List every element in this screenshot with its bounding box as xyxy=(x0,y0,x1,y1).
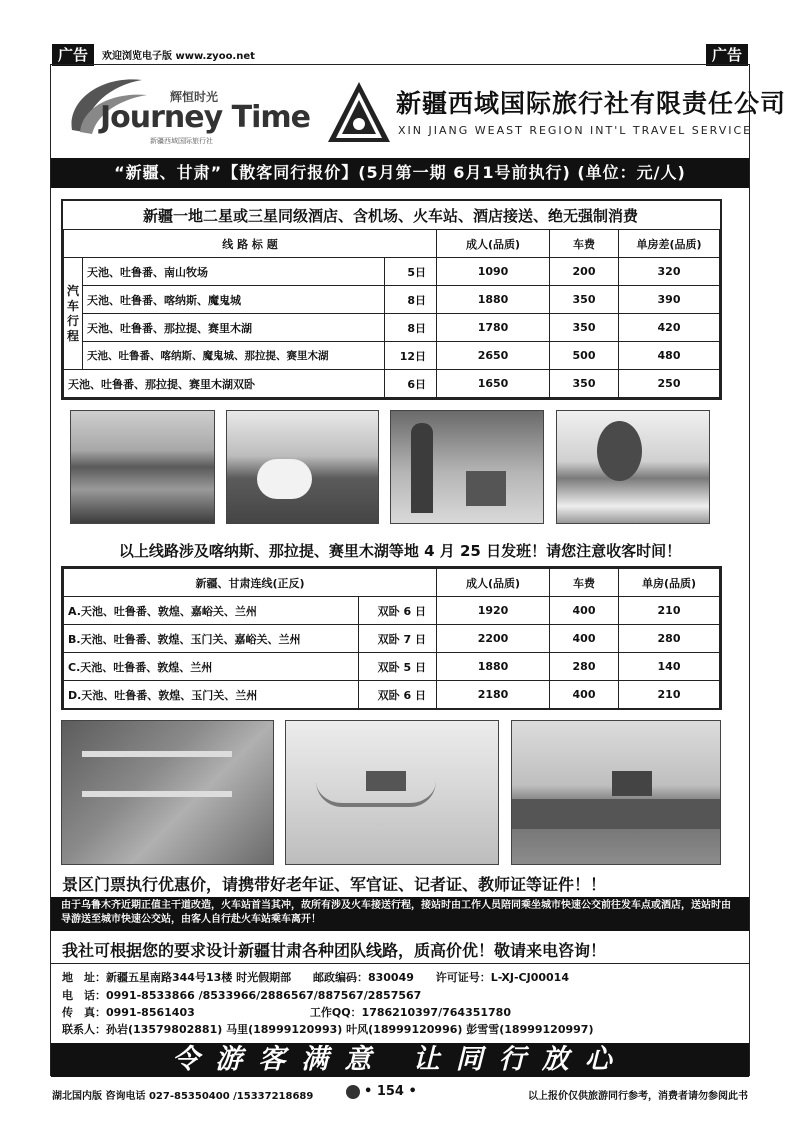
adult-price: 1880 xyxy=(437,286,550,314)
route-cell: B.天池、吐鲁番、敦煌、玉门关、嘉峪关、兰州 xyxy=(64,625,359,653)
divider xyxy=(51,963,749,964)
site-text: 欢迎浏览电子版 www.zyoo.net xyxy=(102,51,255,62)
license-label: 许可证号： xyxy=(435,971,491,984)
car-price: 350 xyxy=(550,370,619,398)
col-car: 车费 xyxy=(550,569,619,597)
slogan-bar: 令游客满意 让同行放心 xyxy=(51,1043,749,1077)
qq-label: 工作QQ： xyxy=(309,1006,362,1019)
table-row xyxy=(64,314,720,342)
footer-left: 湖北国内版 咨询电话 027-85350400 /15337218689 xyxy=(52,1091,314,1102)
col-single: 单房(品质) xyxy=(619,569,720,597)
photo-pass-fortress xyxy=(511,720,721,865)
mountain-logo-icon xyxy=(326,80,392,144)
car-price: 350 xyxy=(550,314,619,342)
days-cell: 5日 xyxy=(385,258,437,286)
col-route: 新疆、甘肃连线(正反) xyxy=(64,569,437,597)
postcode-value: 830049 xyxy=(367,971,414,984)
logo-cn: 辉恒时光 xyxy=(170,90,219,104)
photo-grottoes-cliff xyxy=(61,720,274,865)
headline-bar: “新疆、甘肃”【散客同行报价】(5月第一期 6月1号前执行) (单位：元/人) xyxy=(51,158,749,188)
phone-value: 0991-8533866 /8533966/2886567/887567/2857567 xyxy=(106,989,422,1002)
adult-price: 2180 xyxy=(437,681,550,709)
xinjiang-title: 新疆一地二星或三星同级酒店、含机场、火车站、酒店接送、绝无强制消费 xyxy=(142,207,638,225)
gansu-table xyxy=(63,568,720,709)
page-number xyxy=(346,1084,417,1099)
transport-notice: 由于乌鲁木齐近期正值主干道改造，火车站首当其冲，故所有涉及火车接送行程，接站时由工作人员陪同乘坐城市快速公交前往发车点或酒店，送站时由导游送至城市快速公交站，由客人自行赴火车站乘车离开！ xyxy=(51,897,749,931)
group-label: 汽车行程 xyxy=(64,258,83,370)
car-price: 400 xyxy=(550,625,619,653)
single-price: 210 xyxy=(619,681,720,709)
table-row xyxy=(64,681,720,709)
xinjiang-table xyxy=(63,229,720,398)
car-price: 500 xyxy=(550,342,619,370)
custom-notice: 我社可根据您的要求设计新疆甘肃各种团队线路，质高价优！敬请来电咨询！ xyxy=(62,941,607,960)
route-cell: 天池、吐鲁番、喀纳斯、魔鬼城 xyxy=(83,286,385,314)
col-car: 车费 xyxy=(550,230,619,258)
logo-sub: 新疆西域国际旅行社 xyxy=(150,137,213,145)
adult-price: 1650 xyxy=(437,370,550,398)
address-line xyxy=(62,969,569,985)
col-adult: 成人(品质) xyxy=(437,230,550,258)
days-cell: 6日 xyxy=(385,370,437,398)
photo-lake-canyon xyxy=(70,410,215,524)
route-cell: C.天池、吐鲁番、敦煌、兰州 xyxy=(64,653,359,681)
route-cell: A.天池、吐鲁番、敦煌、嘉峪关、兰州 xyxy=(64,597,359,625)
adult-price: 1920 xyxy=(437,597,550,625)
license-value: L-XJ-CJ00014 xyxy=(490,971,569,984)
single-price: 140 xyxy=(619,653,720,681)
single-price: 320 xyxy=(619,258,720,286)
car-price: 280 xyxy=(550,653,619,681)
address-value: 新疆五星南路344号13楼 时光假期部 xyxy=(106,971,292,984)
single-price: 250 xyxy=(619,370,720,398)
days-cell: 8日 xyxy=(385,314,437,342)
single-price: 420 xyxy=(619,314,720,342)
person-label: 联系人： xyxy=(62,1023,106,1036)
adult-price: 1880 xyxy=(437,653,550,681)
car-price: 350 xyxy=(550,286,619,314)
table-row xyxy=(64,286,720,314)
table-row xyxy=(64,653,720,681)
company-name: 新疆西域国际旅行社有限责任公司 xyxy=(396,89,787,118)
qq-value: 1786210397/764351780 xyxy=(361,1006,511,1019)
adult-price: 2200 xyxy=(437,625,550,653)
photo-calf-meadow xyxy=(226,410,379,524)
days-cell: 双卧 6 日 xyxy=(358,681,436,709)
circle-logo-icon xyxy=(346,1085,360,1099)
adult-price: 2650 xyxy=(437,342,550,370)
ticket-notice: 景区门票执行优惠价，请携带好老年证、军官证、记者证、教师证等证件！！ xyxy=(62,875,607,894)
phone-label: 电 话： xyxy=(62,989,106,1002)
single-price: 390 xyxy=(619,286,720,314)
photo-forest-snow xyxy=(556,410,710,524)
ad-label-left: 广告 xyxy=(52,44,94,66)
footer-right: 以上报价仅供旅游同行参考，消费者请勿参阅此书 xyxy=(528,1091,748,1102)
address-label: 地 址： xyxy=(62,971,106,984)
persons-value: 孙岩(13579802881) 马里(18999120993) 叶风(18999120996) 彭雪雪(18999120997) xyxy=(106,1023,594,1036)
notice-departure: 以上线路涉及喀纳斯、那拉提、赛里木湖等地 4 月 25 日发班！请您注意收客时间！ xyxy=(118,542,682,560)
photo-ancient-tower xyxy=(390,410,544,524)
table-row xyxy=(64,258,720,286)
company-en: XIN JIANG WEAST REGION INT'L TRAVEL SERVICE xyxy=(398,124,753,137)
table-row xyxy=(64,342,720,370)
page-number-text: • 154 • xyxy=(364,1084,417,1099)
fax-label: 传 真： xyxy=(62,1006,106,1019)
postcode-label: 邮政编码： xyxy=(312,971,368,984)
car-price: 400 xyxy=(550,681,619,709)
route-cell: 天池、吐鲁番、那拉提、赛里木湖双卧 xyxy=(64,370,385,398)
days-cell: 双卧 6 日 xyxy=(358,597,436,625)
table-row xyxy=(64,370,720,398)
car-price: 400 xyxy=(550,597,619,625)
days-cell: 双卧 5 日 xyxy=(358,653,436,681)
days-cell: 12日 xyxy=(385,342,437,370)
journey-time-logo xyxy=(62,70,322,150)
single-price: 480 xyxy=(619,342,720,370)
days-cell: 8日 xyxy=(385,286,437,314)
fax-value: 0991-8561403 xyxy=(106,1006,195,1019)
fax-line xyxy=(62,1004,511,1020)
photo-crescent-lake xyxy=(285,720,499,865)
route-cell: 天池、吐鲁番、那拉提、赛里木湖 xyxy=(83,314,385,342)
route-cell: D.天池、吐鲁番、敦煌、玉门关、兰州 xyxy=(64,681,359,709)
route-cell: 天池、吐鲁番、南山牧场 xyxy=(83,258,385,286)
table-row xyxy=(64,597,720,625)
adult-price: 1780 xyxy=(437,314,550,342)
col-adult: 成人(品质) xyxy=(437,569,550,597)
col-single: 单房差(品质) xyxy=(619,230,720,258)
adult-price: 1090 xyxy=(437,258,550,286)
days-cell: 双卧 7 日 xyxy=(358,625,436,653)
single-price: 280 xyxy=(619,625,720,653)
single-price: 210 xyxy=(619,597,720,625)
car-price: 200 xyxy=(550,258,619,286)
col-route: 线 路 标 题 xyxy=(64,230,437,258)
table-row xyxy=(64,625,720,653)
phone-line xyxy=(62,987,421,1003)
person-line xyxy=(62,1021,593,1037)
ad-label-right: 广告 xyxy=(706,44,748,66)
route-cell: 天池、吐鲁番、喀纳斯、魔鬼城、那拉提、赛里木湖 xyxy=(83,342,385,370)
logo-en: Journey Time xyxy=(100,100,310,135)
